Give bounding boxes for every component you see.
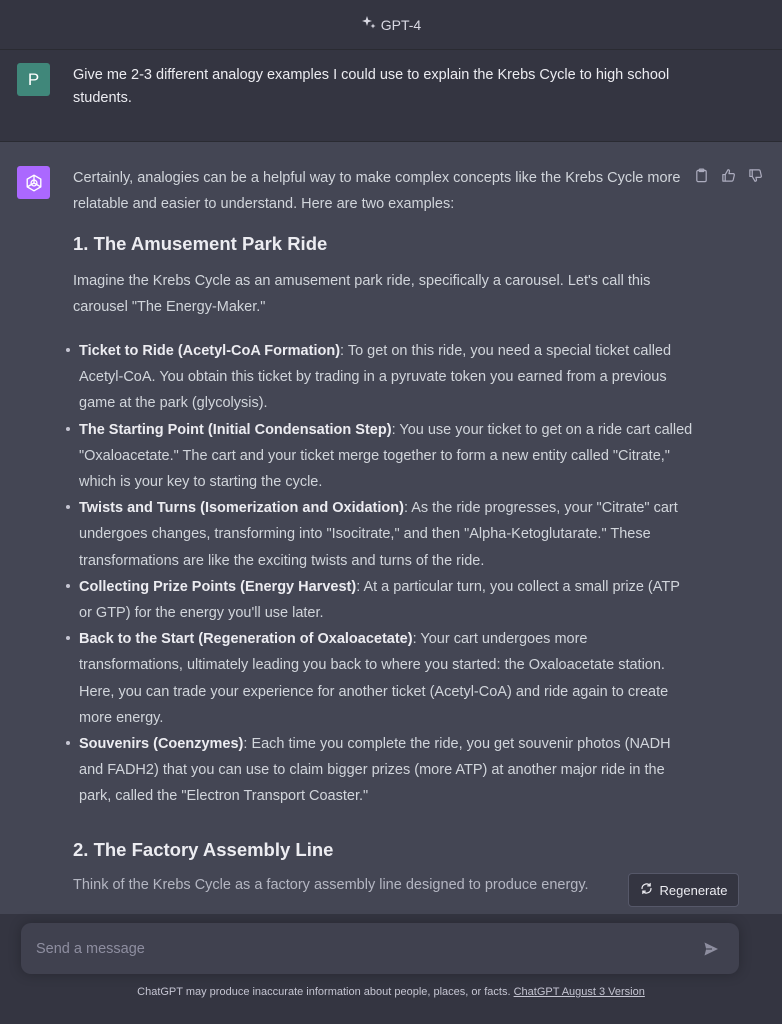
- user-avatar-letter: P: [27, 69, 40, 89]
- section-heading: 2. The Factory Assembly Line: [73, 838, 334, 860]
- section-paragraph: Think of the Krebs Cycle as a factory assembly line designed to produce energy.: [73, 876, 589, 893]
- disclaimer-footer: [0, 986, 782, 998]
- message-input[interactable]: [36, 923, 676, 974]
- list-item: [73, 417, 693, 496]
- list-item: [73, 626, 693, 731]
- list-item: [73, 495, 693, 574]
- chat-header: [0, 0, 782, 50]
- model-name: GPT-4: [380, 16, 422, 33]
- message-actions: [693, 167, 764, 184]
- list-item-title: Collecting Prize Points (Energy Harvest): [79, 578, 357, 595]
- clipboard-icon[interactable]: [693, 167, 710, 184]
- list-item: [73, 574, 693, 626]
- list-item-title: Ticket to Ride (Acetyl-CoA Formation): [79, 343, 341, 359]
- list-item: [73, 338, 693, 417]
- list-item-text: : Your cart undergoes more transformations, ultimately leading you back to where you started: the Oxaloacetate station. Here, you can trade your experience for another ticket (Acetyl-CoA) and ride again to create more energy.: [79, 631, 669, 726]
- list-item: [73, 731, 693, 810]
- regenerate-label: Regenerate: [659, 882, 728, 898]
- assistant-message-content: [73, 165, 693, 898]
- model-label[interactable]: [361, 15, 421, 34]
- list-item-title: Souvenirs (Coenzymes): [79, 736, 244, 753]
- version-link[interactable]: ChatGPT August 3 Version: [513, 986, 645, 998]
- send-icon[interactable]: [701, 939, 721, 959]
- disclaimer-text: ChatGPT may produce inaccurate information about people, places, or facts.: [137, 986, 514, 998]
- assistant-message-row: [0, 142, 782, 914]
- list-item-text: : To get on this ride, you need a special ticket called Acetyl-CoA. You obtain this ticket by trading in a pyruvate token you earned from a previous game at the park (glycolysis).: [79, 343, 672, 412]
- regenerate-button[interactable]: [628, 873, 739, 907]
- analogy-list: [73, 338, 693, 810]
- list-item-title: Back to the Start (Regeneration of Oxaloacetate): [79, 631, 413, 648]
- user-message-text: Give me 2-3 different analogy examples I could use to explain the Krebs Cycle to high school students.: [73, 67, 670, 106]
- intro-paragraph: Certainly, analogies can be a helpful way to make complex concepts like the Krebs Cycle more relatable and easier to understand. Here are two examples:: [73, 170, 681, 212]
- list-item-text: : Each time you complete the ride, you get souvenir photos (NADH and FADH2) that you can use to claim bigger prizes (more ATP) at another major ride in the park, called the "Electron Transport Coaster.": [79, 736, 671, 805]
- section-paragraph: Imagine the Krebs Cycle as an amusement park ride, specifically a carousel. Let's call this carousel "The Energy-Maker.": [73, 273, 651, 315]
- openai-logo-icon: [17, 166, 50, 199]
- list-item-title: Twists and Turns (Isomerization and Oxidation): [79, 500, 404, 517]
- list-item-text: : At a particular turn, you collect a small prize (ATP or GTP) for the energy you'll use later.: [79, 578, 680, 622]
- list-item-title: The Starting Point (Initial Condensation Step): [79, 421, 392, 438]
- thumbs-up-icon[interactable]: [720, 167, 737, 184]
- sparkle-icon: [361, 15, 377, 34]
- list-item-text: : You use your ticket to get on a ride cart called "Oxaloacetate." The cart and your ticket merge together to form a new entity called "Citrate," which is your key to starting the cycle.: [79, 421, 693, 491]
- message-composer: [21, 923, 739, 974]
- section-heading: 1. The Amusement Park Ride: [73, 233, 328, 254]
- thumbs-down-icon[interactable]: [747, 167, 764, 184]
- list-item-text: : As the ride progresses, your "Citrate" cart undergoes changes, transforming into "Isocitrate," and then "Alpha-Ketoglutarate." These transformations are like the exciting twists and turns of the ride.: [79, 500, 678, 569]
- refresh-icon: [640, 882, 653, 898]
- user-avatar: [17, 63, 50, 96]
- user-message-row: [0, 50, 782, 142]
